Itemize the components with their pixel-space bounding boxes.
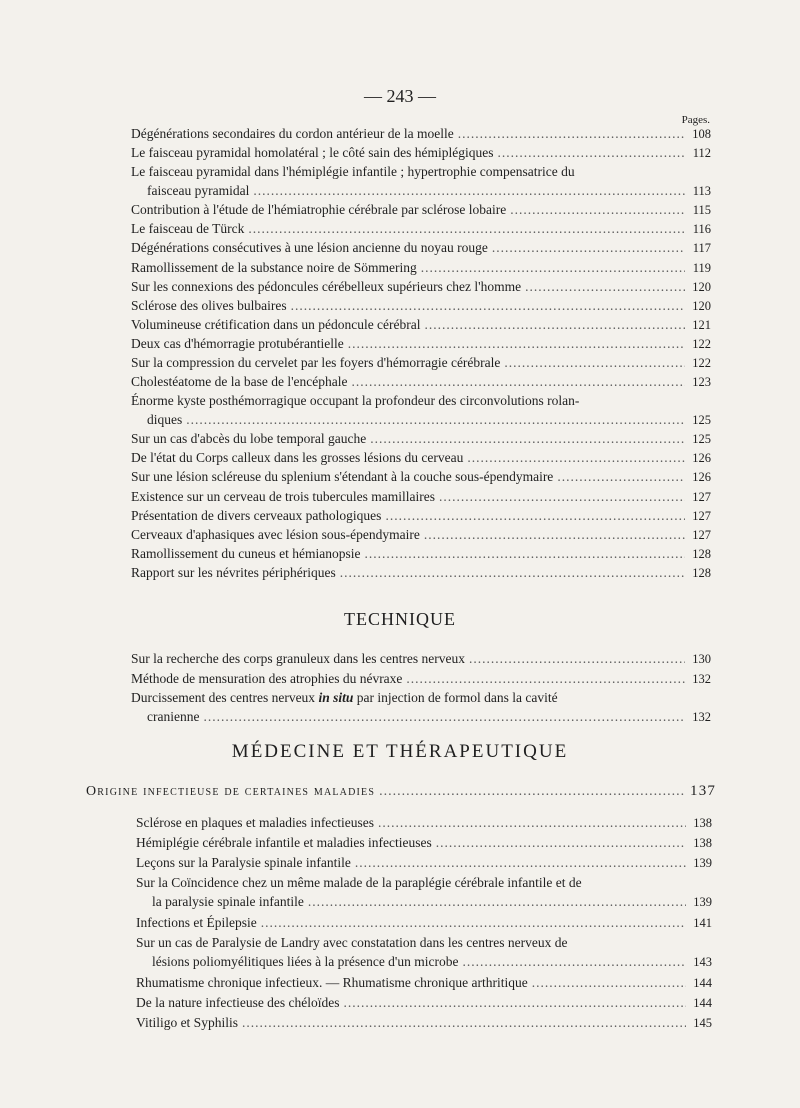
toc-entry [131,335,711,354]
toc-entry-page: 122 [692,336,711,351]
dot-leader [348,335,685,354]
toc-entry-page: 108 [692,127,711,141]
toc-entry-page: 116 [692,222,711,237]
pages-column-label: Pages. [681,114,710,126]
dot-leader [498,144,686,163]
toc-entry [131,163,711,200]
toc-entry [131,392,711,429]
toc-entry-title-cont: lésions poliomyélitiques liées à la présence d'un microbe [152,953,459,969]
dot-leader [421,259,685,278]
toc-entry-title: De l'état du Corps calleux dans les grosses lésions du cerveau [131,450,464,466]
toc-entry-title: Sur la recherche des corps granuleux dans les centres nerveux [131,651,465,666]
toc-entry-page: 139 [693,894,712,909]
toc-entry-title: Existence sur un cerveau de trois tubercules mamillaires [131,488,436,504]
toc-entry-page: 123 [692,375,711,390]
toc-entry-title: Durcissement des centres nerveux in situ par injection de formol dans la cavité [131,690,558,705]
toc-entry-row [136,814,712,833]
toc-entry-title: Dégénérations secondaires du cordon antérieur de la moelle [131,126,454,141]
dot-leader [406,670,685,689]
toc-entry-title: Infections et Épilepsie [136,915,257,930]
toc-entry-title: Méthode de mensuration des atrophies du névraxe [131,670,403,686]
toc-entry-page: 132 [692,671,711,686]
dot-leader [344,994,686,1013]
toc-entry-title-cont: cranienne [147,708,200,724]
toc-entry-row [131,297,711,316]
toc-entry-title: Présentation de divers cerveaux pathologiques [131,507,382,523]
toc-entry-title: Ramollissement du cuneus et hémianopsie [131,545,361,561]
toc-entry [131,449,711,468]
toc-entry-page: 138 [693,836,712,850]
toc-entry-title: Dégénérations consécutives à une lésion ancienne du noyau rouge [131,240,488,256]
dot-leader [351,373,685,392]
page-number: — 243 — [364,86,436,106]
dot-leader [203,708,685,727]
toc-entry-continuation [136,893,712,912]
toc-entry-page: 139 [693,856,712,870]
dot-leader [364,545,685,564]
toc-entry-title: Le faisceau pyramidal dans l'hémiplégie infantile ; hypertrophie compensatrice du [131,164,575,180]
toc-entry-row [131,564,711,583]
toc-entry [131,526,711,545]
toc-entry-row [131,373,711,392]
toc-entry-row [131,670,711,689]
toc-entry [136,974,712,993]
dot-leader [504,354,685,373]
toc-entry-row [136,994,712,1013]
toc-subheading-origine [86,783,717,800]
toc-entry-continuation [131,708,711,727]
dot-leader [510,201,685,220]
toc-entry-page: 128 [692,546,711,561]
dot-leader [186,411,685,430]
toc-entry-page: 141 [693,916,712,930]
toc-entry [136,874,712,911]
dot-leader [458,125,685,144]
toc-entry-page: 121 [692,317,711,332]
toc-entry [131,201,711,220]
toc-entry-page: 113 [692,183,711,198]
toc-entry [131,278,711,297]
toc-entry-continuation [131,182,711,201]
toc-entry-page: 130 [692,652,711,666]
toc-entry-page: 127 [692,489,711,504]
dot-leader [355,854,686,873]
toc-entry-title: Sur les connexions des pédoncules cérébelleux supérieurs chez l'homme [131,278,522,294]
dot-leader [425,316,685,335]
toc-entry-row [136,1014,712,1033]
toc-entry-page: 126 [692,470,711,485]
toc-entry [131,316,711,335]
toc-entry [131,373,711,392]
toc-entry-page: 132 [692,709,711,724]
dot-leader [378,814,686,833]
section-heading-technique: TECHNIQUE [344,609,456,629]
toc-entry-row [131,239,711,258]
toc-entry-continuation [136,953,712,972]
dot-leader [532,974,686,993]
toc-entry-emphasis: in situ [318,690,354,705]
toc-entry [136,814,712,833]
toc-entry-page: 143 [693,954,712,969]
toc-entry [136,834,712,853]
toc-entry-row [131,507,711,526]
toc-entry [136,934,712,971]
toc-entry-title: Hémiplégie cérébrale infantile et maladies infectieuses [136,835,432,850]
toc-entry-title: Cholestéatome de la base de l'encéphale [131,374,348,390]
toc-entry-title: Vitiligo et Syphilis [136,1015,238,1030]
toc-entry [131,689,711,726]
toc-entry-row [131,335,711,354]
toc-entry-row [136,854,712,873]
toc-entry-title: Volumineuse crétification dans un pédoncule cérébral [131,316,421,332]
dot-leader [557,468,685,487]
toc-entry-row [136,914,712,933]
toc-entry-row [131,316,711,335]
toc-entry-page: 122 [692,356,711,370]
toc-entry-title: Sur un cas de Paralysie de Landry avec constatation dans les centres nerveux de [136,935,568,950]
dot-leader [291,297,685,316]
toc-entry-row [131,125,711,144]
dot-leader [424,526,685,545]
toc-entry-row [131,201,711,220]
toc-entry [131,220,711,239]
toc-entry-page: 127 [692,508,711,523]
toc-entry-page: 126 [692,451,711,466]
toc-entry-title: Deux cas d'hémorragie protubérantielle [131,335,344,351]
toc-entry-row [131,488,711,507]
toc-entry [131,507,711,526]
toc-entry [131,468,711,487]
toc-entry [136,994,712,1013]
toc-entry [131,650,711,669]
toc-entry-page: 145 [693,1016,712,1030]
toc-entry [136,854,712,873]
toc-entry-title: Le faisceau pyramidal homolatéral ; le côté sain des hémiplégiques [131,145,494,161]
toc-entry [136,1014,712,1033]
toc-entry-title: Sur un cas d'abcès du lobe temporal gauche [131,431,367,447]
dot-leader [308,893,686,912]
toc-entry [131,354,711,373]
toc-entry [131,259,711,278]
toc-entry-page: 144 [693,996,712,1010]
toc-entry-page: 138 [693,816,712,830]
toc-entry-row [136,834,712,853]
toc-entry [131,125,711,144]
toc-entry-title: Sur la Coïncidence chez un même malade de la paraplégie cérébrale infantile et de [136,875,582,890]
toc-entry-page: 117 [692,241,711,256]
toc-entry-title-cont: diques [147,411,183,427]
section-heading-medecine: MÉDECINE ET THÉRAPEUTIQUE [231,741,569,762]
toc-entry-row [131,354,711,373]
toc-entry-title: Le faisceau de Türck [131,221,245,237]
dot-leader [242,1014,686,1033]
dot-leader [492,239,685,258]
toc-entry-page: 125 [692,432,711,447]
toc-entry [131,670,711,689]
toc-entry [131,545,711,564]
toc-entry-title: Rapport sur les névrites périphériques [131,564,336,580]
toc-entry [131,564,711,583]
toc-entry-row [131,144,711,163]
toc-entry-page: 144 [693,976,712,990]
toc-entry-title: Cerveaux d'aphasiques avec lésion sous-épendymaire [131,526,420,542]
toc-entry-row [131,278,711,297]
toc-entry-row [136,974,712,993]
origine-page: 137 [690,783,717,799]
dot-leader [253,182,685,201]
toc-entry-row [131,468,711,487]
toc-entry-title: Sur la compression du cervelet par les foyers d'hémorragie cérébrale [131,355,501,370]
dot-leader [525,278,685,297]
toc-entry-row [131,650,711,669]
dot-leader [261,914,686,933]
dot-leader [379,784,686,800]
dot-leader [462,953,686,972]
toc-entry-title: Sclérose en plaques et maladies infectieuses [136,815,375,830]
toc-entry-page: 125 [692,412,711,427]
toc-entry-title: Rhumatisme chronique infectieux. — Rhumatisme chronique arthritique [136,975,528,990]
toc-entry-page: 127 [692,527,711,542]
dot-leader [439,488,685,507]
toc-entry-page: 115 [692,203,711,218]
toc-entry [131,488,711,507]
toc-entry-page: 120 [692,298,711,313]
origine-title: Origine infectieuse de certaines maladies [86,784,376,799]
toc-entry-row [131,220,711,239]
toc-entry-title-cont: la paralysie spinale infantile [152,893,304,909]
toc-entry-title: Énorme kyste posthémorragique occupant la profondeur des circonvolutions rolan- [131,393,580,409]
toc-entry [131,239,711,258]
toc-entry [131,297,711,316]
dot-leader [469,650,685,669]
toc-entry-row [131,545,711,564]
dot-leader [340,564,685,583]
dot-leader [436,834,686,853]
toc-entry-page: 119 [692,260,711,275]
toc-entry-title: Sclérose des olives bulbaires [131,297,287,313]
toc-entry-title: Contribution à l'étude de l'hémiatrophie cérébrale par sclérose lobaire [131,202,507,218]
toc-entry-title: Sur une lésion scléreuse du splenium s'étendant à la couche sous-épendymaire [131,469,554,485]
toc-entry-row [131,449,711,468]
toc-entry-title: Ramollissement de la substance noire de Sömmering [131,259,417,275]
toc-entry-row [131,259,711,278]
dot-leader [370,430,685,449]
toc-entry [136,914,712,933]
toc-entry [131,430,711,449]
toc-entry-page: 120 [692,279,711,294]
toc-entry [131,144,711,163]
toc-entry-page: 112 [692,146,711,161]
toc-entry-title: De la nature infectieuse des chéloïdes [136,995,340,1010]
toc-entry-row [131,430,711,449]
dot-leader [467,449,685,468]
dot-leader [385,507,685,526]
toc-entry-title-cont: faisceau pyramidal [147,182,250,198]
toc-entry-page: 128 [692,565,711,580]
dot-leader [248,220,685,239]
toc-entry-continuation [131,411,711,430]
toc-entry-title: Leçons sur la Paralysie spinale infantile [136,855,351,870]
toc-entry-row [131,526,711,545]
